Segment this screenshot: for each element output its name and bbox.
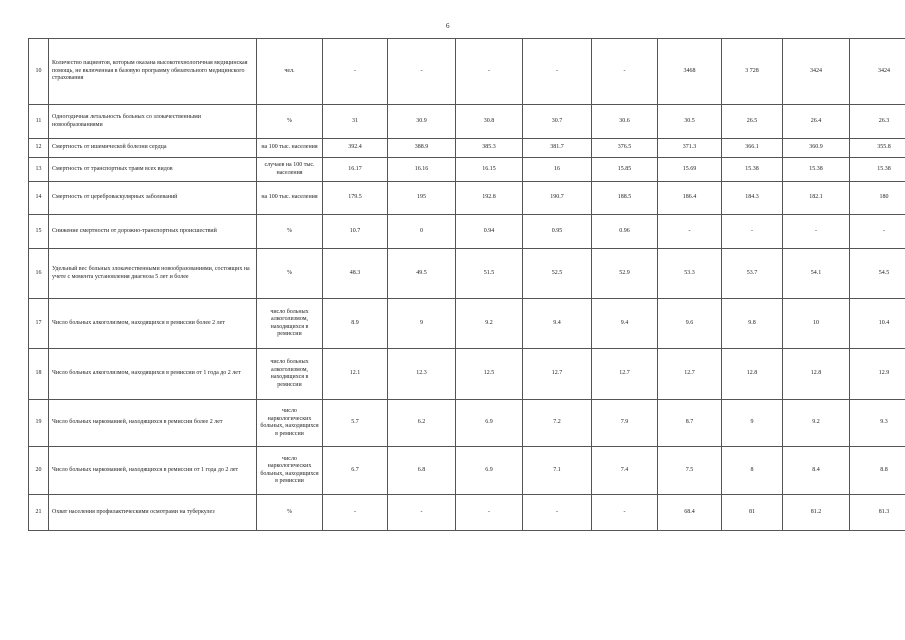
value-cell: - xyxy=(388,39,456,105)
value-cell: - xyxy=(456,495,523,531)
value-cell: 0 xyxy=(388,215,456,249)
unit-cell: число наркологических больных, находящихся в ремиссии xyxy=(257,400,323,447)
value-cell: 15.38 xyxy=(850,158,905,182)
indicator-name: Смертность от ишемической болезни сердца xyxy=(49,139,257,158)
value-cell: 54.5 xyxy=(850,249,905,299)
value-cell: 9 xyxy=(722,400,783,447)
value-cell: 12.9 xyxy=(850,349,905,400)
value-cell: 188.5 xyxy=(592,182,658,215)
unit-cell: случаев на 100 тыс. населения xyxy=(257,158,323,182)
table-row xyxy=(29,249,905,299)
value-cell: 179.5 xyxy=(323,182,388,215)
value-cell: 8 xyxy=(722,447,783,495)
row-number: 10 xyxy=(29,39,49,105)
table-row xyxy=(29,495,905,531)
value-cell: 16.16 xyxy=(388,158,456,182)
value-cell: 31 xyxy=(323,105,388,139)
value-cell: 8.7 xyxy=(658,400,722,447)
value-cell: 7.4 xyxy=(592,447,658,495)
value-cell: 30.8 xyxy=(456,105,523,139)
unit-cell: % xyxy=(257,215,323,249)
value-cell: 68.4 xyxy=(658,495,722,531)
row-number: 18 xyxy=(29,349,49,400)
table-row xyxy=(29,105,905,139)
value-cell: 10.7 xyxy=(323,215,388,249)
table-row xyxy=(29,349,905,400)
row-number: 17 xyxy=(29,299,49,349)
unit-cell: на 100 тыс. населения xyxy=(257,182,323,215)
value-cell: 12.1 xyxy=(323,349,388,400)
unit-cell: число больных алкоголизмом, находящихся в ремиссии xyxy=(257,349,323,400)
value-cell: 180 xyxy=(850,182,905,215)
value-cell: 30.6 xyxy=(592,105,658,139)
value-cell: - xyxy=(388,495,456,531)
value-cell: 371.3 xyxy=(658,139,722,158)
value-cell: 12.7 xyxy=(658,349,722,400)
value-cell: 8.4 xyxy=(783,447,850,495)
value-cell: 30.9 xyxy=(388,105,456,139)
indicator-name: Число больных наркоманией, находящихся в ремиссии более 2 лет xyxy=(49,400,257,447)
unit-cell: % xyxy=(257,495,323,531)
value-cell: 5.7 xyxy=(323,400,388,447)
table-body xyxy=(29,39,905,531)
value-cell: 12.5 xyxy=(456,349,523,400)
indicator-name: Удельный вес больных злокачественными новообразованиями, состоящих на учете с момента установления диагноза 5 лет и более xyxy=(49,249,257,299)
value-cell: 12.3 xyxy=(388,349,456,400)
value-cell: 9.4 xyxy=(592,299,658,349)
value-cell: 0.94 xyxy=(456,215,523,249)
value-cell: 12.8 xyxy=(722,349,783,400)
value-cell: 6.7 xyxy=(323,447,388,495)
indicator-name: Число больных алкоголизмом, находящихся в ремиссии от 1 года до 2 лет xyxy=(49,349,257,400)
value-cell: 182.1 xyxy=(783,182,850,215)
value-cell: 355.8 xyxy=(850,139,905,158)
row-number: 21 xyxy=(29,495,49,531)
value-cell: 26.5 xyxy=(722,105,783,139)
indicator-name: Смертность от цереброваскулярных заболеваний xyxy=(49,182,257,215)
value-cell: 9.6 xyxy=(658,299,722,349)
value-cell: 26.4 xyxy=(783,105,850,139)
indicator-name: Одногодичная летальность больных со злокачественными новообразованиями xyxy=(49,105,257,139)
indicator-name: Число больных алкоголизмом, находящихся в ремиссии более 2 лет xyxy=(49,299,257,349)
row-number: 11 xyxy=(29,105,49,139)
value-cell: 12.7 xyxy=(592,349,658,400)
value-cell: 7.9 xyxy=(592,400,658,447)
unit-cell: на 100 тыс. населения xyxy=(257,139,323,158)
value-cell: 195 xyxy=(388,182,456,215)
value-cell: 3424 xyxy=(783,39,850,105)
value-cell: 6.2 xyxy=(388,400,456,447)
unit-cell: % xyxy=(257,249,323,299)
value-cell: 52.5 xyxy=(523,249,592,299)
indicator-name: Охват населения профилактическими осмотрами на туберкулез xyxy=(49,495,257,531)
unit-cell: % xyxy=(257,105,323,139)
value-cell: 8.8 xyxy=(850,447,905,495)
value-cell: 9.4 xyxy=(523,299,592,349)
value-cell: 12.7 xyxy=(523,349,592,400)
value-cell: - xyxy=(783,215,850,249)
row-number: 16 xyxy=(29,249,49,299)
value-cell: 15.69 xyxy=(658,158,722,182)
value-cell: 53.3 xyxy=(658,249,722,299)
value-cell: 192.8 xyxy=(456,182,523,215)
value-cell: 53.7 xyxy=(722,249,783,299)
indicator-name: Количество пациентов, которым оказана высокотехнологичная медицинская помощь, не включенная в базовую программу обязательного медицинского страхования xyxy=(49,39,257,105)
value-cell: 381.7 xyxy=(523,139,592,158)
row-number: 13 xyxy=(29,158,49,182)
value-cell: - xyxy=(658,215,722,249)
value-cell: 15.38 xyxy=(783,158,850,182)
value-cell: 9.3 xyxy=(850,400,905,447)
indicator-name: Снижение смертности от дорожно-транспортных происшествий xyxy=(49,215,257,249)
value-cell: 16 xyxy=(523,158,592,182)
value-cell: 9.2 xyxy=(783,400,850,447)
value-cell: 51.5 xyxy=(456,249,523,299)
table-row xyxy=(29,158,905,182)
value-cell: 7.5 xyxy=(658,447,722,495)
value-cell: 376.5 xyxy=(592,139,658,158)
value-cell: 10 xyxy=(783,299,850,349)
value-cell: 9.8 xyxy=(722,299,783,349)
value-cell: 388.9 xyxy=(388,139,456,158)
value-cell: 0.96 xyxy=(592,215,658,249)
value-cell: 6.9 xyxy=(456,447,523,495)
value-cell: - xyxy=(722,215,783,249)
value-cell: 0.95 xyxy=(523,215,592,249)
value-cell: 16.15 xyxy=(456,158,523,182)
value-cell: 52.9 xyxy=(592,249,658,299)
value-cell: 360.9 xyxy=(783,139,850,158)
value-cell: 184.3 xyxy=(722,182,783,215)
value-cell: - xyxy=(523,495,592,531)
value-cell: - xyxy=(323,39,388,105)
value-cell: 6.8 xyxy=(388,447,456,495)
indicator-name: Число больных наркоманией, находящихся в ремиссии от 1 года до 2 лет xyxy=(49,447,257,495)
value-cell: 49.5 xyxy=(388,249,456,299)
row-number: 19 xyxy=(29,400,49,447)
value-cell: 30.7 xyxy=(523,105,592,139)
value-cell: 6.9 xyxy=(456,400,523,447)
value-cell: 10.4 xyxy=(850,299,905,349)
value-cell: - xyxy=(592,39,658,105)
value-cell: 15.38 xyxy=(722,158,783,182)
indicator-name: Смертность от транспортных травм всех видов xyxy=(49,158,257,182)
table-row xyxy=(29,215,905,249)
value-cell: 8.9 xyxy=(323,299,388,349)
value-cell: - xyxy=(456,39,523,105)
value-cell: 9 xyxy=(388,299,456,349)
unit-cell: число больных алкоголизмом, находящихся в ремиссии xyxy=(257,299,323,349)
table-row xyxy=(29,447,905,495)
value-cell: 81.3 xyxy=(850,495,905,531)
value-cell: 81.2 xyxy=(783,495,850,531)
value-cell: 3424 xyxy=(850,39,905,105)
value-cell: 7.2 xyxy=(523,400,592,447)
value-cell: 366.1 xyxy=(722,139,783,158)
value-cell: 3 728 xyxy=(722,39,783,105)
value-cell: 7.1 xyxy=(523,447,592,495)
value-cell: 392.4 xyxy=(323,139,388,158)
unit-cell: чел. xyxy=(257,39,323,105)
row-number: 12 xyxy=(29,139,49,158)
row-number: 15 xyxy=(29,215,49,249)
value-cell: 12.8 xyxy=(783,349,850,400)
value-cell: 190.7 xyxy=(523,182,592,215)
value-cell: - xyxy=(323,495,388,531)
row-number: 20 xyxy=(29,447,49,495)
value-cell: 9.2 xyxy=(456,299,523,349)
value-cell: 54.1 xyxy=(783,249,850,299)
value-cell: 385.3 xyxy=(456,139,523,158)
table-row xyxy=(29,39,905,105)
table-row xyxy=(29,299,905,349)
value-cell: 81 xyxy=(722,495,783,531)
row-number: 14 xyxy=(29,182,49,215)
table-row xyxy=(29,139,905,158)
table-row xyxy=(29,182,905,215)
value-cell: 16.17 xyxy=(323,158,388,182)
value-cell: 15.85 xyxy=(592,158,658,182)
table-row xyxy=(29,400,905,447)
page-number: 6 xyxy=(446,22,450,30)
value-cell: - xyxy=(592,495,658,531)
value-cell: 3468 xyxy=(658,39,722,105)
value-cell: 26.3 xyxy=(850,105,905,139)
value-cell: 30.5 xyxy=(658,105,722,139)
value-cell: - xyxy=(850,215,905,249)
unit-cell: число наркологических больных, находящихся в ремиссии xyxy=(257,447,323,495)
value-cell: - xyxy=(523,39,592,105)
value-cell: 48.3 xyxy=(323,249,388,299)
value-cell: 186.4 xyxy=(658,182,722,215)
indicators-table xyxy=(28,38,905,531)
